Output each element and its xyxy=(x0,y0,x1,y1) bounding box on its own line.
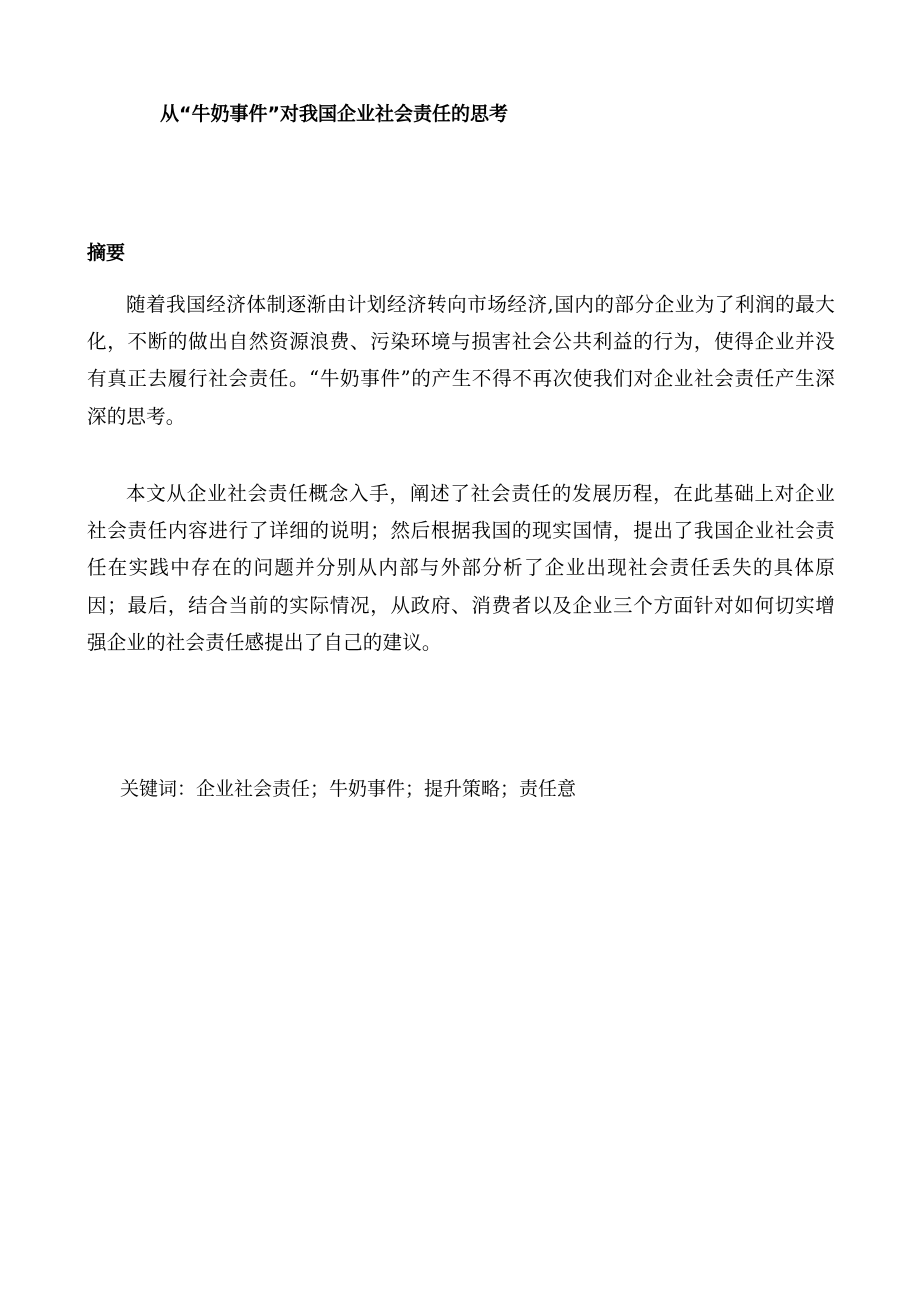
abstract-paragraph-2: 本文从企业社会责任概念入手，阐述了社会责任的发展历程，在此基础上对企业社会责任内容进行了详细的说明；然后根据我国的现实国情，提出了我国企业社会责任在实践中存在的问题并分别从内部与外部分析了企业出现社会责任丢失的具体原因；最后，结合当前的实际情况，从政府、消费者以及企业三个方面针对如何切实增强企业的社会责任感提出了自己的建议。 xyxy=(87,482,835,654)
keywords-line: 关键词：企业社会责任；牛奶事件；提升策略；责任意 xyxy=(120,778,577,800)
document-title: 从“牛奶事件”对我国企业社会责任的思考 xyxy=(160,103,508,125)
abstract-heading: 摘要 xyxy=(87,242,126,264)
abstract-paragraph-1: 随着我国经济体制逐渐由计划经济转向市场经济,国内的部分企业为了利润的最大化，不断的做出自然资源浪费、污染环境与损害社会公共利益的行为，使得企业并没有真正去履行社会责任。“牛奶事件”的产生不得不再次使我们对企业社会责任产生深深的思考。 xyxy=(87,293,835,428)
